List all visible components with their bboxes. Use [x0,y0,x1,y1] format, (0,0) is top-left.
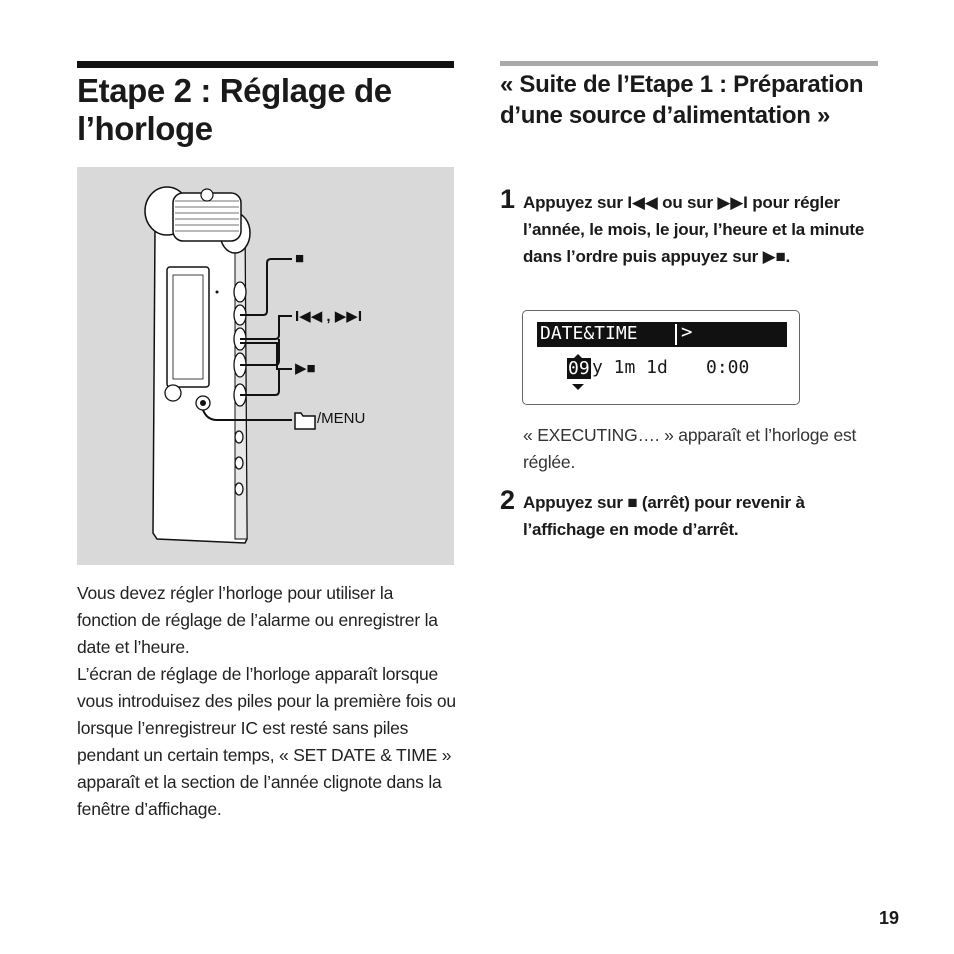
play-stop-label: ▶■ [295,360,316,377]
recorder-drawing [77,167,454,565]
lcd-header-text: DATE&TIME [540,323,638,344]
step-1-text: Appuyez sur I◀◀ ou sur ▶▶I pour régler l’année, le mois, le jour, l’heure et la minute dans l’ordre puis appuyez sur ▶■. [523,193,865,266]
executing-note: « EXECUTING…. » apparaît et l’horloge est réglée. [523,425,857,472]
intro-text [77,580,457,823]
lcd-year: 09 [568,358,590,379]
subtitle-rule [500,61,878,66]
step-2-number: 2 [500,485,516,515]
prev-next-label: I◀◀ , ▶▶I [295,308,362,325]
lcd-date: y 1m 1d [592,357,668,378]
step-1-number: 1 [500,184,516,214]
intro-paragraph: L’écran de réglage de l’horloge apparaît lorsque vous introduisez des piles pour la première fois ou lorsque l’enregistreur IC est resté sans piles pendant un certain temps, « SET DATE & TIME » apparaît et la section de l’année clignote dans la fenêtre d’affichage. [77,664,456,819]
page-number: 19 [879,908,900,928]
intro-paragraph: Vous devez régler l’horloge pour utiliser la fonction de réglage de l’alarme ou enregistrer la date et l’heure. [77,583,438,657]
page-title: Etape 2 : Réglage de l’horloge [77,72,392,147]
folder-icon [295,413,315,429]
chevron-right-icon: > [681,321,693,343]
lcd-time: 0:00 [706,357,750,378]
title-rule [77,61,454,68]
lcd-header [537,322,787,347]
arrow-down-icon [572,384,584,390]
recorder-illustration [77,167,454,565]
step-2-text: Appuyez sur ■ (arrêt) pour revenir à l’affichage en mode d’arrêt. [523,493,805,539]
section-subtitle: « Suite de l’Etape 1 : Préparation d’une source d’alimentation » [500,71,864,129]
lcd-separator [675,324,677,345]
lcd-display [522,310,800,405]
menu-label: /MENU [317,410,366,427]
stop-label: ■ [295,250,305,267]
